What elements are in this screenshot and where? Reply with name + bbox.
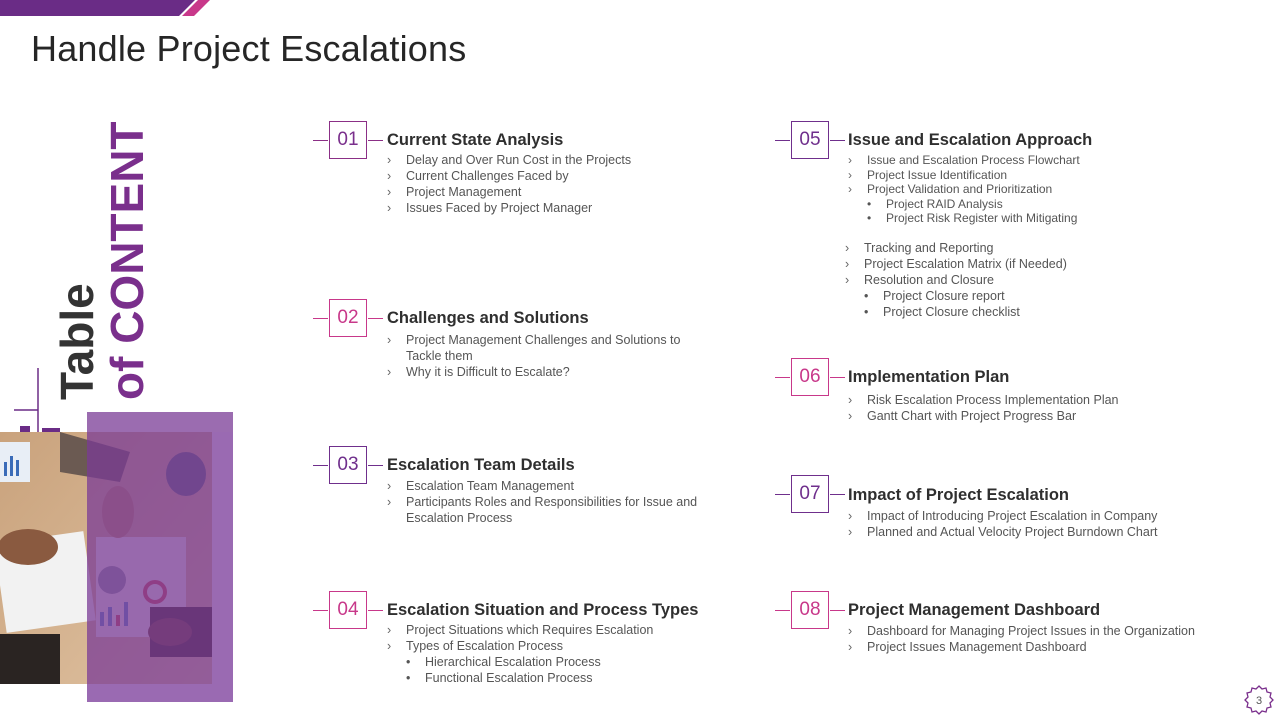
section-items-continued xyxy=(845,240,1145,320)
list-item: › Impact of Introducing Project Escalation in Company xyxy=(848,508,1208,524)
top-accent-bar xyxy=(0,0,210,16)
section-items xyxy=(848,153,1148,226)
list-item: › Planned and Actual Velocity Project Burndown Chart xyxy=(848,524,1208,540)
vertical-title xyxy=(52,90,152,400)
list-item: › Project Management Challenges and Solutions to Tackle them xyxy=(387,332,717,364)
page-number: 3 xyxy=(1255,695,1263,707)
section-number-badge: 06 xyxy=(791,358,829,396)
section-number-badge: 07 xyxy=(791,475,829,513)
section-number-badge: 05 xyxy=(791,121,829,159)
desk-photo xyxy=(0,412,233,702)
vertical-title-line2: of CONTENT xyxy=(101,121,153,400)
list-item: › Participants Roles and Responsibilities for Issue and Escalation Process xyxy=(387,494,735,526)
section-number-badge: 03 xyxy=(329,446,367,484)
page-title: Handle Project Escalations xyxy=(31,28,467,69)
list-item: › Escalation Team Management xyxy=(387,478,735,494)
section-items xyxy=(387,622,727,686)
section-heading[interactable]: Challenges and Solutions xyxy=(387,309,589,327)
list-item: › Project Issue Identification xyxy=(848,168,1148,183)
section-items xyxy=(848,508,1208,540)
list-item: › Gantt Chart with Project Progress Bar xyxy=(848,408,1208,424)
list-subitem: • Project Closure report xyxy=(845,288,1145,304)
list-item: › Types of Escalation Process xyxy=(387,638,727,654)
list-subitem: • Functional Escalation Process xyxy=(387,670,727,686)
list-subitem: • Project Closure checklist xyxy=(845,304,1145,320)
list-item: › Tracking and Reporting xyxy=(845,240,1145,256)
list-item: › Project Escalation Matrix (if Needed) xyxy=(845,256,1145,272)
section-items xyxy=(848,392,1208,424)
section-heading[interactable]: Impact of Project Escalation xyxy=(848,486,1069,504)
list-subitem: • Project RAID Analysis xyxy=(848,197,1148,212)
section-items xyxy=(387,332,717,380)
list-item: › Dashboard for Managing Project Issues in the Organization xyxy=(848,623,1248,639)
section-number-badge: 08 xyxy=(791,591,829,629)
section-items xyxy=(387,152,727,216)
list-item: › Risk Escalation Process Implementation Plan xyxy=(848,392,1208,408)
list-item: › Delay and Over Run Cost in the Projects xyxy=(387,152,727,168)
list-item: › Resolution and Closure xyxy=(845,272,1145,288)
list-item: › Issue and Escalation Process Flowchart xyxy=(848,153,1148,168)
section-heading[interactable]: Current State Analysis xyxy=(387,131,564,149)
section-items xyxy=(387,478,735,526)
section-heading[interactable]: Issue and Escalation Approach xyxy=(848,131,1093,149)
section-items xyxy=(848,623,1248,655)
desk-photo-image xyxy=(0,412,233,702)
list-item: › Project Management xyxy=(387,184,727,200)
list-item: › Current Challenges Faced by xyxy=(387,168,727,184)
list-item: › Project Situations which Requires Escalation xyxy=(387,622,727,638)
section-number-badge: 04 xyxy=(329,591,367,629)
gear-icon xyxy=(1243,684,1275,716)
section-heading[interactable]: Implementation Plan xyxy=(848,368,1010,386)
list-item: › Why it is Difficult to Escalate? xyxy=(387,364,717,380)
vertical-title-line1: Table xyxy=(51,283,103,400)
section-heading[interactable]: Escalation Situation and Process Types xyxy=(387,601,699,619)
page-number-badge xyxy=(1243,684,1275,716)
section-heading[interactable]: Project Management Dashboard xyxy=(848,601,1101,619)
list-subitem: • Project Risk Register with Mitigating xyxy=(848,211,1148,226)
section-number-badge: 01 xyxy=(329,121,367,159)
list-item: › Issues Faced by Project Manager xyxy=(387,200,727,216)
section-heading[interactable]: Escalation Team Details xyxy=(387,456,575,474)
list-item: › Project Issues Management Dashboard xyxy=(848,639,1248,655)
section-number-badge: 02 xyxy=(329,299,367,337)
list-subitem: • Hierarchical Escalation Process xyxy=(387,654,727,670)
list-item: › Project Validation and Prioritization xyxy=(848,182,1148,197)
